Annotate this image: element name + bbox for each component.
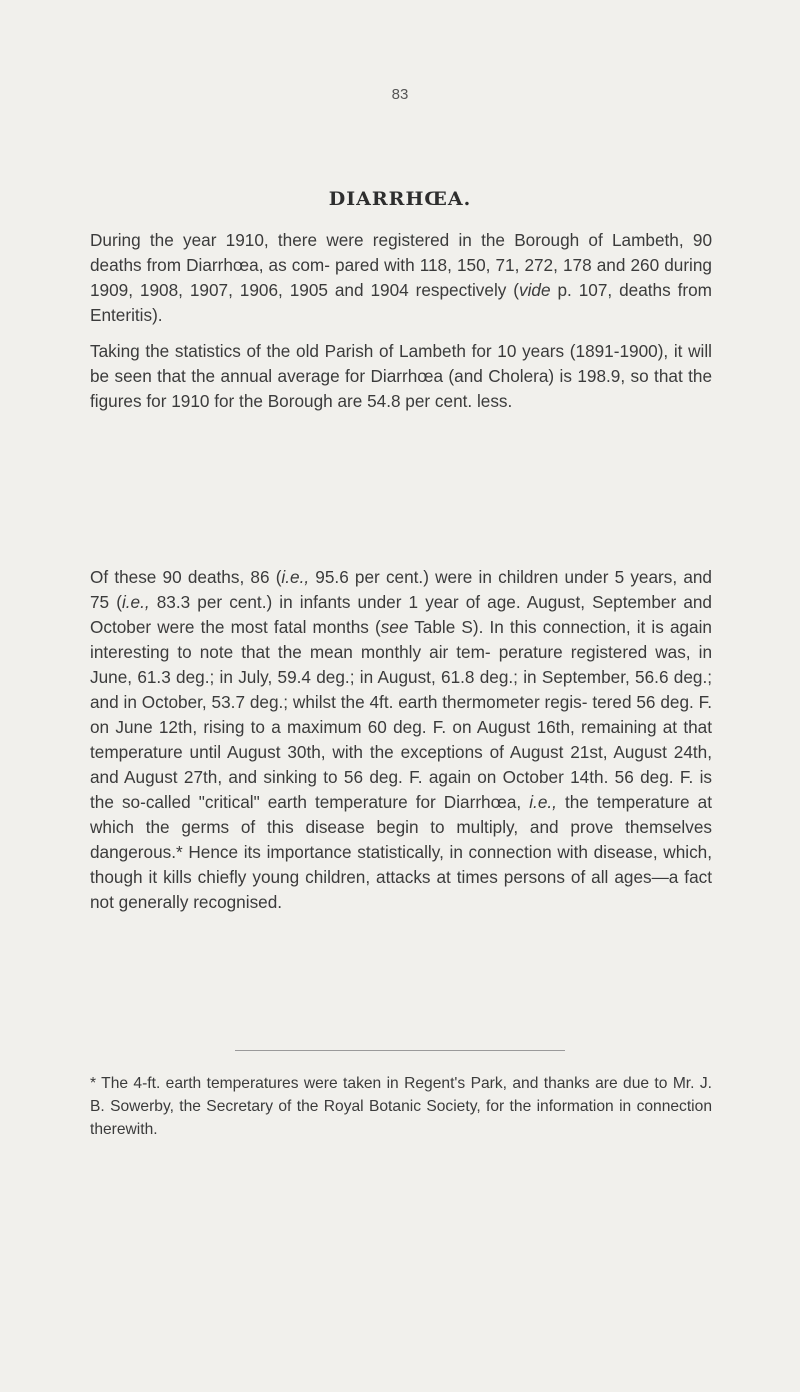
paragraph-1-text-a: During the year 1910, there were registered in the Borough of Lambeth, 90 deaths from Diarrhœa, as com- pared with 118, 150, 71, 272, 178 and 260 during 1909, 1908, 1907, 1906, 1905 and 1904 respectively ( (90, 230, 712, 300)
paragraph-3-text-a: Of these 90 deaths, 86 ( (90, 567, 282, 587)
section-heading: DIARRHŒA. (328, 188, 472, 210)
paragraph-3-text-b: 95.6 per cent.) were in children under 5 years, and 75 ( (90, 567, 712, 612)
paragraph-2-text: Taking the statistics of the old Parish of Lambeth for 10 years (1891-1900), it will be seen that the annual average for Diarrhœa (and Cholera) is 198.9, so that the figures for 1910 for the Borough are 54.8 per cent. less. (90, 341, 712, 411)
page-number: 83 (391, 86, 409, 103)
footnote: * The 4-ft. earth temperatures were taken in Regent's Park, and thanks are due to Mr. J. B. Sowerby, the Secretary of the Royal Botanic Society, for the information in connection therewith. (90, 1075, 712, 1138)
paragraph-3-text-c: 83.3 per cent.) in infants under 1 year of age. August, September and October were the most fatal months ( (90, 592, 712, 637)
paragraph-3-italic-ie-2: i.e., (121, 592, 150, 612)
paragraph-3 (90, 565, 712, 915)
paragraph-3-text-e: the temperature at which the germs of this disease begin to multiply, and prove themselves dangerous.* Hence its importance statistically, in connection with disease, which, though it kills chiefly young children, attacks at times persons of all ages—a fact not generally recognised. (90, 792, 712, 912)
paragraph-3-text-d: Table S). In this connection, it is again interesting to note that the mean monthly air tem- perature registered was, in June, 61.3 deg.; in July, 59.4 deg.; in August, 61.8 deg.; in September, 56.6 deg.; and in October, 53.7 deg.; whilst the 4ft. earth thermometer regis- tered 56 deg. F. on June 12th, rising to a maximum 60 deg. F. on August 16th, remaining at that temperature until August 30th, with the exceptions of August 21st, August 24th, and August 27th, and sinking to 56 deg. F. again on October 14th. 56 deg. F. is the so-called "critical" earth temperature for Diarrhœa, (90, 617, 712, 812)
paragraph-3-italic-ie-3: i.e., (529, 792, 557, 812)
paragraph-3-italic-see: see (380, 617, 409, 637)
paragraph-1-text-b: p. 107, deaths from Enteritis). (90, 280, 712, 325)
footnote-divider (235, 1050, 565, 1051)
paragraph-3-italic-ie-1: i.e., (281, 567, 310, 587)
paragraph-1-italic-vide: vide (519, 280, 551, 300)
paragraph-2 (90, 339, 712, 414)
paragraph-1 (90, 228, 712, 328)
